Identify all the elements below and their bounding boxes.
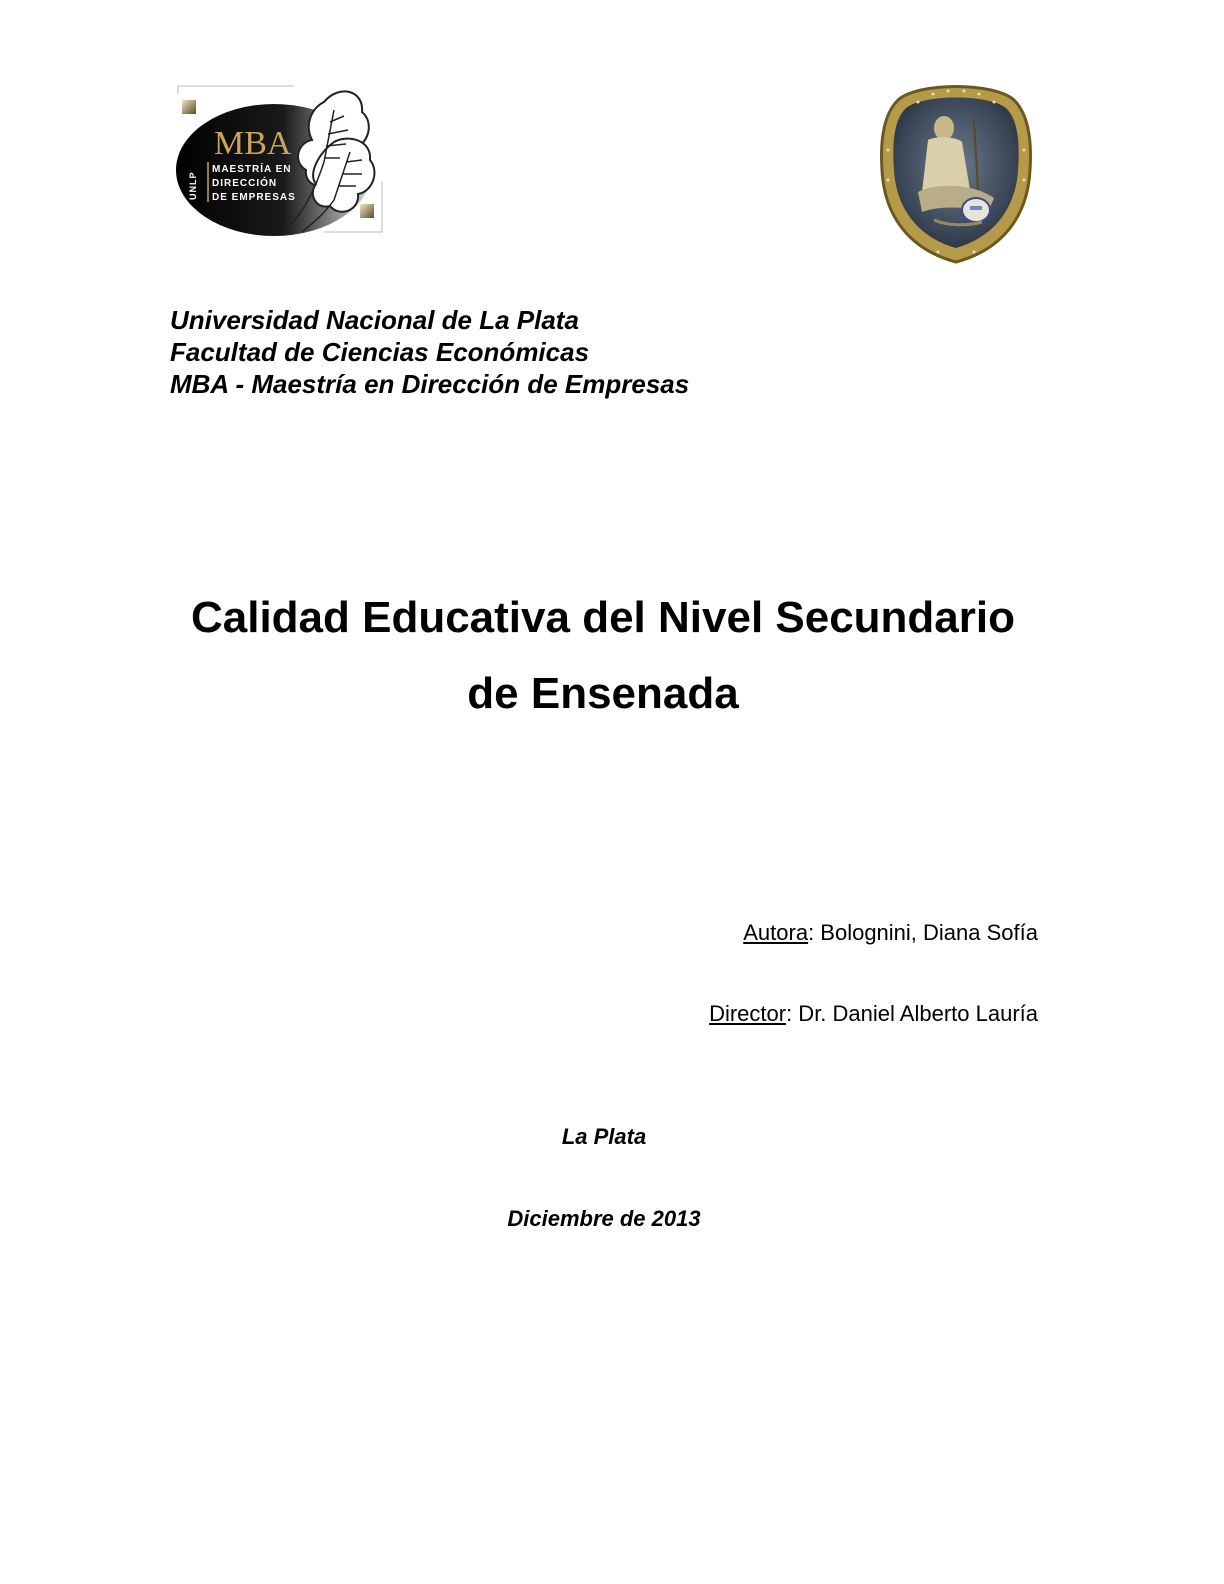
author-name: : Bolognini, Diana Sofía	[808, 920, 1038, 945]
title-line-2: de Ensenada	[467, 669, 739, 718]
author-credit	[743, 920, 1038, 946]
mba-line-1: MAESTRÍA EN	[212, 164, 292, 175]
mba-mark-text: MBA	[214, 125, 292, 162]
mba-line-3: DE EMPRESAS	[212, 192, 296, 203]
program-name: MBA - Maestría en Dirección de Empresas	[170, 369, 690, 399]
faculty-name: Facultad de Ciencias Económicas	[170, 337, 590, 367]
title-line-1: Calidad Educativa del Nivel Secundario	[190, 593, 1016, 642]
document-title	[0, 580, 1206, 732]
unlp-vertical-text: UNLP	[188, 171, 198, 200]
university-name: Universidad Nacional de La Plata	[170, 305, 579, 335]
place: La Plata	[561, 1124, 647, 1149]
unlp-seal	[878, 80, 1034, 266]
mba-logo	[174, 82, 386, 240]
director-label: Director	[709, 1001, 787, 1026]
director-name: : Dr. Daniel Alberto Lauría	[786, 1001, 1038, 1026]
mba-logo-icon	[174, 82, 386, 240]
date: Diciembre de 2013	[507, 1206, 701, 1231]
mba-line-2: DIRECCIÓN	[212, 178, 278, 189]
author-label: Autora	[743, 920, 809, 945]
unlp-seal-icon	[878, 80, 1034, 266]
institution-block	[170, 304, 689, 400]
director-credit	[709, 1001, 1038, 1027]
